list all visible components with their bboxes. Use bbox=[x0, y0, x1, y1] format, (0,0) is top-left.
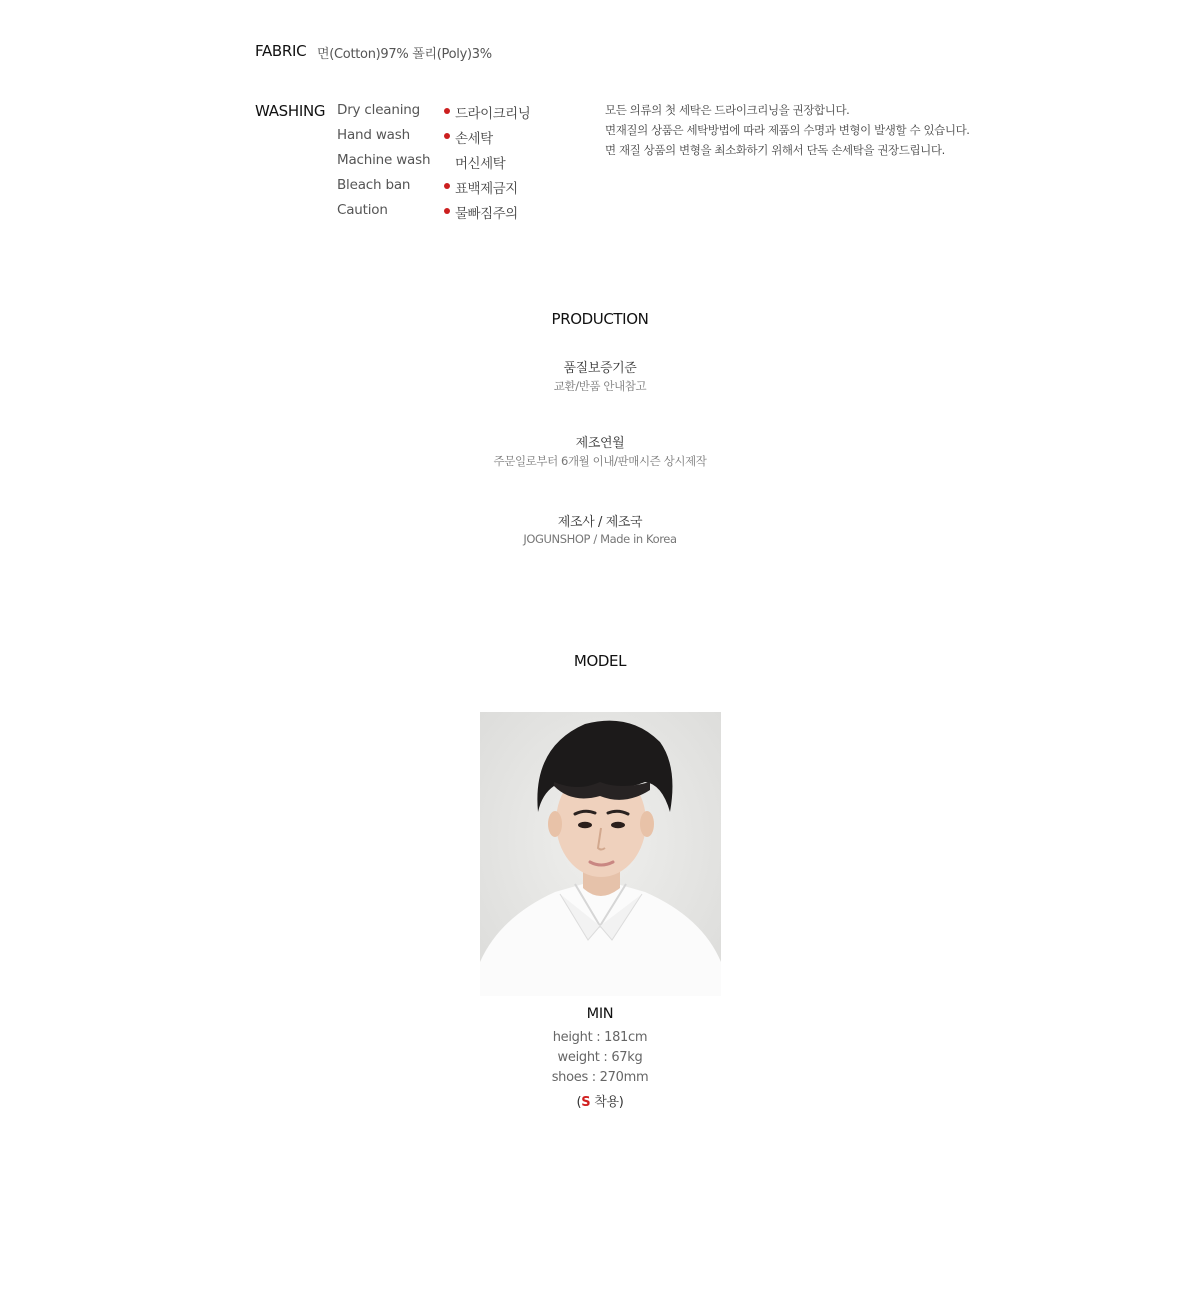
washing-item-machine-wash bbox=[337, 152, 577, 172]
model-name: MIN bbox=[586, 1006, 614, 1022]
production-title: PRODUCTION bbox=[551, 310, 649, 328]
washing-item-ko: 드라이크리닝 bbox=[455, 106, 531, 122]
check-dot-icon bbox=[444, 133, 450, 139]
washing-item-ko: 손세탁 bbox=[455, 131, 493, 147]
model-title: MODEL bbox=[573, 652, 627, 670]
check-dot-icon bbox=[444, 158, 450, 164]
washing-note: 면재질의 상품은 세탁방법에 따라 제품의 수명과 변형이 발생할 수 있습니다. bbox=[605, 123, 970, 137]
washing-item-en: Dry cleaning bbox=[337, 102, 421, 118]
washing-note: 면 재질 상품의 변형을 최소화하기 위해서 단독 손세탁을 권장드립니다. bbox=[605, 143, 945, 157]
production-item-value: JOGUNSHOP / Made in Korea bbox=[523, 532, 677, 546]
model-size-worn bbox=[0, 1091, 1200, 1110]
washing-item-ko: 물빠짐주의 bbox=[455, 206, 518, 222]
production-item-head: 제조연월 bbox=[575, 436, 625, 451]
washing-item-hand-wash bbox=[337, 127, 577, 147]
check-dot-icon bbox=[444, 183, 450, 189]
fabric-value: 면(Cotton)97% 폴리(Poly)3% bbox=[317, 47, 492, 62]
model-height: height : 181cm bbox=[552, 1030, 648, 1045]
washing-item-bleach-ban bbox=[337, 177, 577, 197]
production-item-head: 품질보증기준 bbox=[563, 361, 637, 376]
model-weight: weight : 67kg bbox=[557, 1050, 643, 1065]
production-item-value: 교환/반품 안내참고 bbox=[553, 379, 647, 393]
washing-item-dry-cleaning bbox=[337, 102, 577, 122]
size-open-paren: ( bbox=[576, 1095, 582, 1110]
washing-item-en: Machine wash bbox=[337, 152, 431, 168]
size-letter: S bbox=[581, 1095, 591, 1110]
washing-item-caution bbox=[337, 202, 577, 222]
check-dot-icon bbox=[444, 208, 450, 214]
washing-item-ko: 표백제금지 bbox=[455, 181, 518, 197]
washing-item-en: Bleach ban bbox=[337, 177, 411, 193]
washing-note: 모든 의류의 첫 세탁은 드라이크리닝을 권장합니다. bbox=[605, 103, 850, 117]
fabric-label: FABRIC bbox=[255, 42, 307, 60]
check-dot-icon bbox=[444, 108, 450, 114]
model-photo bbox=[480, 712, 721, 996]
model-shoes: shoes : 270mm bbox=[551, 1070, 649, 1085]
production-item-head: 제조사 / 제조국 bbox=[557, 515, 643, 530]
production-item-value: 주문일로부터 6개월 이내/판매시즌 상시제작 bbox=[493, 454, 707, 468]
size-close-text: 착용) bbox=[590, 1095, 624, 1110]
washing-item-ko: 머신세탁 bbox=[455, 156, 506, 172]
washing-label: WASHING bbox=[255, 102, 326, 120]
washing-item-en: Caution bbox=[337, 202, 388, 218]
washing-item-en: Hand wash bbox=[337, 127, 410, 143]
